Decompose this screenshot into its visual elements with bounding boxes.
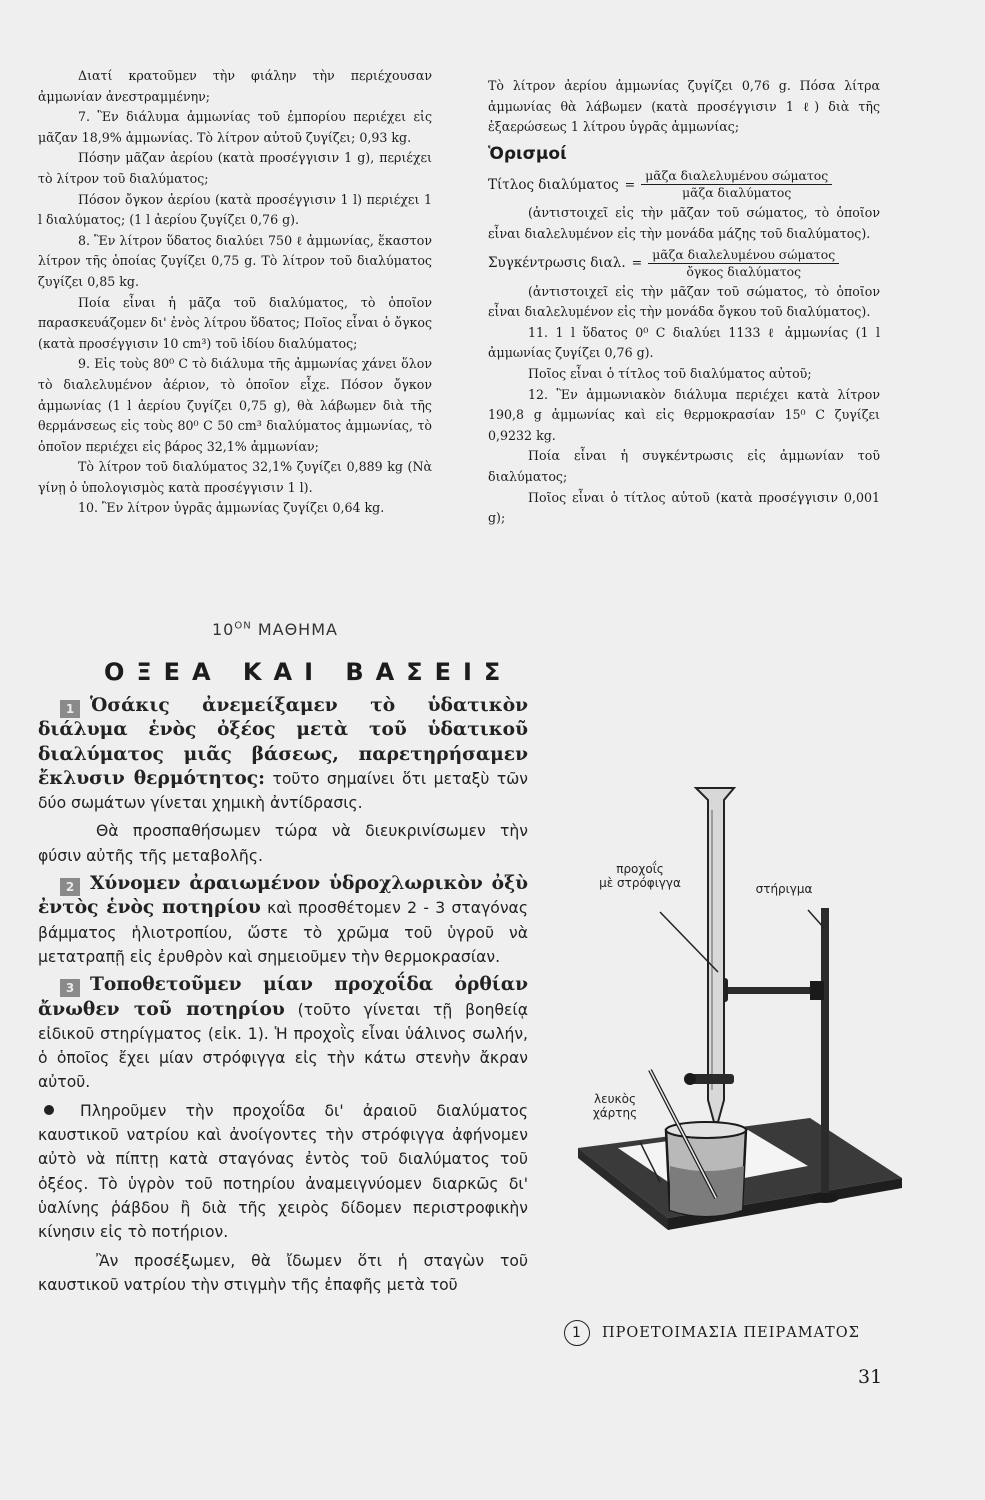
exercise-paragraph: Πόσον ὄγκον ἀερίου (κατὰ προσέγγισιν 1 l) περιέχει 1 l διαλύματος; (1 l ἀερίου ζυγίζει 0,76 g).	[38, 191, 432, 228]
section-1	[38, 694, 528, 815]
section-3-bold: Τοποθετοῦμεν μίαν προχοΐδα ὀρθίαν ἄνωθεν τοῦ ποτηρίου	[38, 974, 528, 1020]
definitions-heading: Ὁρισμοί	[488, 143, 567, 164]
lesson-heading	[212, 620, 338, 639]
lesson-word: ΜΑΘΗΜΑ	[257, 620, 338, 639]
figure-caption-text: ΠΡΟΕΤΟΙΜΑΣΙΑ ΠΕΙΡΑΜΑΤΟΣ	[602, 1325, 860, 1341]
lesson-body	[38, 694, 528, 1301]
section-1-text: τοῦτο σημαίνει ὅτι μεταξὺ τῶν δύο σωμάτων γίνεται χημικὴ ἀντίδρασις.	[38, 769, 529, 813]
fraction-numerator: μᾶζα διαλελυμένου σώματος	[641, 168, 832, 185]
clamp-arm	[716, 987, 826, 994]
stand-label: στήριγμα	[755, 882, 813, 896]
bullet-text: Πληροῦμεν τὴν προχοΐδα δι' ἀραιοῦ διαλύματος καυστικοῦ νατρίου καὶ ἀνοίγοντες τὴν στρόφιγγα ἀφήνομεν αὐτὸ νὰ πίπτῃ κατὰ σταγόνας ἐντὸς τοῦ διαλύματος τοῦ ὀξέος. Τὸ ὑγρὸν τοῦ ποτηρίου ἀναμειγνύομεν διαρκῶς δι' ὑαλίνης ῥάβδου ἢ διὰ τῆς χειρὸς δίδομεν περιστροφικὴν κίνησιν εἰς τὸ ποτήριον.	[38, 1101, 528, 1242]
section-3-text: (τοῦτο γίνεται τῇ βοηθείᾳ εἰδικοῦ στηρίγματος (εἰκ. 1). Ἡ προχοῒς εἶναι ὑάλινος σωλήν, ὁ ὁποῖος ἔχει μίαν στρόφιγγα εἰς τὴν κάτω στενὴν ἄκραν αὐτοῦ.	[38, 1000, 528, 1092]
stand-rod	[821, 908, 829, 1198]
section-2-bold: Χύνομεν ἀραιωμένον ὑδροχλωρικὸν ὀξὺ ἐντὸς ἑνὸς ποτηρίου	[38, 873, 528, 919]
fraction-denominator: μᾶζα διαλύματος	[682, 185, 792, 201]
apparatus-drawing	[540, 770, 950, 1230]
exercise-10-continued: Τὸ λίτρον ἀερίου ἀμμωνίας ζυγίζει 0,76 g. Πόσα λίτρα ἀμμωνίας θὰ λάβωμεν (κατὰ προσέγγισιν 1 ℓ) διὰ τῆς ἐξαερώσεως 1 λίτρου ὑγρᾶς ἀμμωνίας;	[488, 78, 880, 135]
formula-lhs: Τίτλος διαλύματος	[488, 176, 619, 193]
left-exercise-column	[38, 66, 432, 519]
exercise-11: 11. 1 l ὕδατος 0⁰ C διαλύει 1133 ℓ ἀμμωνίας (1 l ἀμμωνίας ζυγίζει 0,76 g).	[488, 324, 880, 361]
concentration-formula	[488, 247, 880, 280]
section-number-box: 3	[60, 979, 80, 997]
exercise-paragraph: Ποία εἶναι ἡ συγκέντρωσις εἰς ἀμμωνίαν τοῦ διαλύματος;	[488, 448, 880, 484]
titer-formula	[488, 168, 880, 201]
bullet-paragraph	[38, 1099, 528, 1245]
equals-sign: =	[624, 176, 636, 192]
exercise-paragraph: Τὸ λίτρον τοῦ διαλύματος 32,1% ζυγίζει 0,889 kg (Νὰ γίνῃ ὁ ὑπολογισμὸς κατὰ προσέγγισιν 1 l).	[38, 459, 432, 495]
definition-note: (ἀντιστοιχεῖ εἰς τὴν μᾶζαν τοῦ σώματος, τὸ ὁποῖον εἶναι διαλελυμένον εἰς τὴν μονάδα μάζης τοῦ διαλύματος).	[488, 205, 880, 241]
exercise-8: 8. Ἓν λίτρον ὕδατος διαλύει 750 ℓ ἀμμωνίας, ἕκαστον λίτρον τῆς ὁποίας ζυγίζει 0,75 g. Τὸ λίτρον τοῦ διαλύματος ζυγίζει 0,85 kg.	[38, 232, 432, 289]
closing-paragraph: Ἂν προσέξωμεν, θὰ ἴδωμεν ὅτι ἡ σταγὼν τοῦ καυστικοῦ νατρίου τὴν στιγμὴν τῆς ἐπαφῆς μετὰ τοῦ	[38, 1251, 528, 1294]
exercise-7: 7. Ἓν διάλυμα ἀμμωνίας τοῦ ἐμπορίου περιέχει εἰς μᾶζαν 18,9% ἀμμωνίας. Τὸ λίτρον αὐτοῦ ζυγίζει; 0,93 kg.	[38, 109, 432, 145]
formula-lhs: Συγκέντρωσις διαλ.	[488, 254, 626, 271]
lesson-number: 10	[212, 620, 235, 639]
white-paper-label: λευκὸς χάρτης	[592, 1092, 638, 1120]
exercise-9: 9. Εἰς τοὺς 80⁰ C τὸ διάλυμα τῆς ἀμμωνίας χάνει ὅλον τὸ διαλελυμένον ἀέριον, τὸ ὁποῖον εἶχε. Πόσον ὄγκον ἀμμωνίας (1 l ἀερίου ζυγίζει 0,75 g), θὰ λάβωμεν διὰ τῆς θερμάνσεως εἰς τοὺς 80⁰ C 50 cm³ διαλύματος ἀμμωνίας, τὸ ὁποῖον περιέχει εἰς βάρος 32,1% ἀμμωνίαν;	[38, 356, 432, 454]
burette-apparatus-figure	[540, 770, 950, 1230]
chapter-title: ΟΞΕΑ ΚΑΙ ΒΑΣΕΙΣ	[104, 658, 513, 686]
exercise-10: 10. Ἓν λίτρον ὑγρᾶς ἀμμωνίας ζυγίζει 0,64 kg.	[78, 500, 385, 516]
fraction	[641, 168, 832, 201]
figure-number: 1	[564, 1320, 590, 1346]
exercise-paragraph: Πόσην μᾶζαν ἀερίου (κατὰ προσέγγισιν 1 g), περιέχει τὸ λίτρον τοῦ διαλύματος;	[38, 150, 432, 186]
section-number-box: 1	[60, 700, 80, 718]
stand-foot	[811, 1193, 839, 1203]
exercise-12: 12. Ἓν ἀμμωνιακὸν διάλυμα περιέχει κατὰ λίτρον 190,8 g ἀμμωνίας καὶ εἰς θερμοκρασίαν 15⁰ C ζυγίζει 0,9232 kg.	[488, 386, 880, 443]
fraction-numerator: μᾶζα διαλελυμένου σώματος	[648, 247, 839, 264]
section-1-bold: Ὁσάκις ἀνεμείξαμεν τὸ ὑδατικὸν διάλυμα ἑνὸς ὀξέος μετὰ τοῦ ὑδατικοῦ διαλύματος μιᾶς βάσεως, παρετηρήσαμεν ἔκλυσιν θερμότητος:	[38, 695, 528, 789]
clamp-screw	[810, 981, 824, 1000]
section-2-text: καὶ προσθέτομεν 2 - 3 σταγόνας βάμματος ἡλιοτροπίου, ὥστε τὸ χρῶμα τοῦ ὑγροῦ νὰ μετατραπῇ εἰς ἐρυθρὸν καὶ σημειοῦμεν τὴν θερμοκρασίαν.	[38, 899, 528, 966]
exercise-paragraph: Ποῖος εἶναι ὁ τίτλος αὐτοῦ (κατὰ προσέγγισιν 0,001 g);	[488, 489, 880, 526]
section-3	[38, 973, 528, 1094]
right-definitions-column	[488, 76, 880, 529]
burette-label: προχοΐς μὲ στρόφιγγα	[599, 862, 681, 890]
fraction	[648, 247, 839, 280]
equals-sign: =	[631, 254, 643, 270]
exercise-paragraph: Διατί κρατοῦμεν τὴν φιάλην τὴν περιέχουσαν ἀμμωνίαν ἀνεστραμμένην;	[38, 68, 432, 104]
lesson-ordinal: ΟΝ	[234, 620, 252, 632]
stopcock	[690, 1074, 734, 1084]
figure-caption	[564, 1320, 860, 1346]
exercise-paragraph: Ποία εἶναι ἡ μᾶζα τοῦ διαλύματος, τὸ ὁποῖον παρασκευάζομεν δι' ἑνὸς λίτρου ὕδατος; Ποῖος εἶναι ὁ ὄγκος (κατὰ προσέγγισιν 10 cm³) τοῦ ἰδίου διαλύματος;	[38, 294, 432, 351]
section-1-paragraph: Θὰ προσπαθήσωμεν τώρα νὰ διευκρινίσωμεν τὴν φύσιν αὐτῆς τῆς μεταβολῆς.	[38, 822, 528, 865]
section-number-box: 2	[60, 878, 80, 896]
bullet-icon	[44, 1105, 54, 1115]
definition-note: (ἀντιστοιχεῖ εἰς τὴν μᾶζαν τοῦ σώματος, τὸ ὁποῖον εἶναι διαλελυμένον εἰς τὴν μονάδα ὄγκου τοῦ διαλύματος).	[488, 283, 880, 320]
section-2	[38, 872, 528, 969]
fraction-denominator: ὄγκος διαλύματος	[686, 263, 802, 279]
exercise-paragraph: Ποῖος εἶναι ὁ τίτλος τοῦ διαλύματος αὐτοῦ;	[528, 365, 812, 381]
page-number: 31	[858, 1366, 883, 1388]
